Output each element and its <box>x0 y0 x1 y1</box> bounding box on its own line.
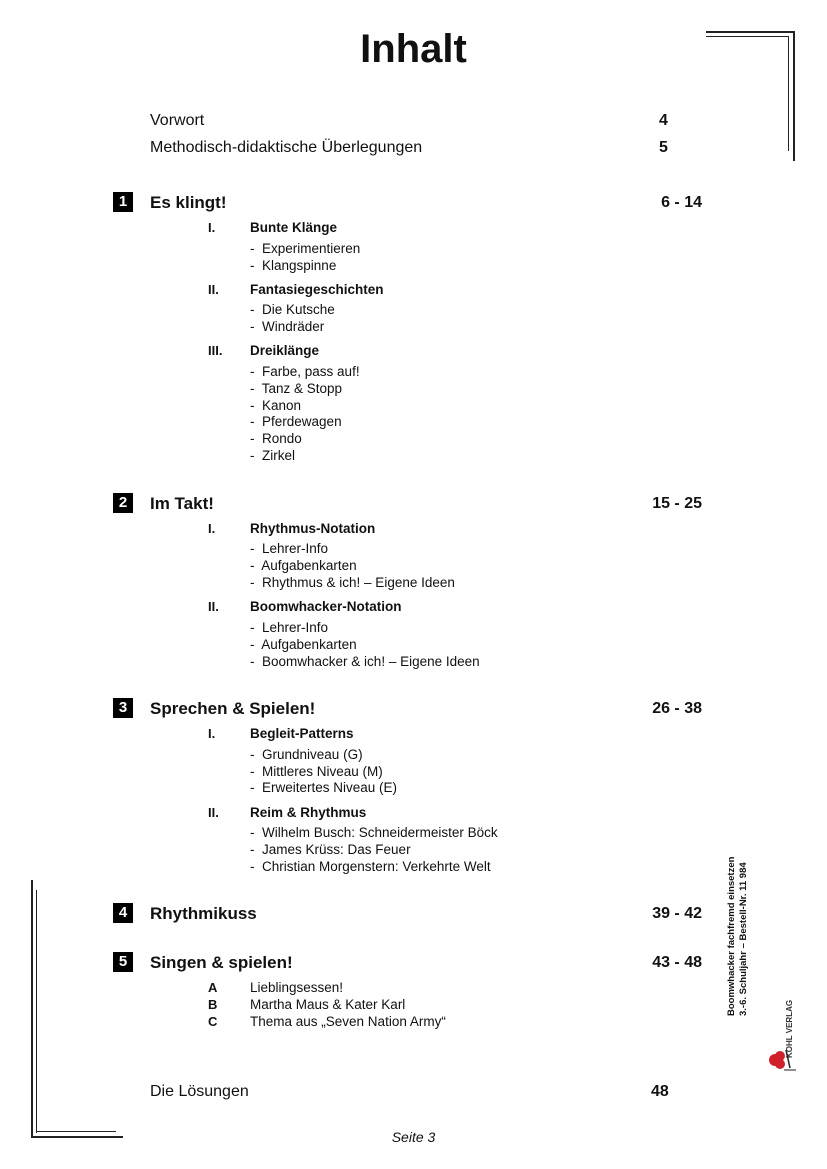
list-item: - Klangspinne <box>250 258 337 273</box>
frame-line <box>31 1136 123 1138</box>
section-roman: II. <box>208 805 219 820</box>
section-title[interactable]: Rhythmus-Notation <box>250 521 376 536</box>
list-item: - Experimentieren <box>250 241 361 256</box>
list-item: - Lehrer-Info <box>250 620 329 635</box>
frame-line <box>31 880 33 1138</box>
section-roman: II. <box>208 599 219 614</box>
list-item: - Rondo <box>250 431 302 446</box>
list-item: - Lehrer-Info <box>250 541 329 556</box>
frame-line <box>788 36 789 151</box>
frame-line <box>36 890 37 1133</box>
list-item: - Christian Morgenstern: Verkehrte Welt <box>250 859 491 874</box>
section-roman: I. <box>208 220 216 235</box>
chapter-number-5: 5 <box>113 952 133 972</box>
chapter-title-3[interactable]: Sprechen & Spielen! <box>150 699 316 718</box>
list-item[interactable]: Thema aus „Seven Nation Army“ <box>250 1014 446 1029</box>
section-roman: II. <box>208 282 219 297</box>
list-item: - Aufgabenkarten <box>250 558 357 573</box>
section-title[interactable]: Bunte Klänge <box>250 220 338 235</box>
section-roman: I. <box>208 521 216 536</box>
list-item: - Kanon <box>250 398 302 413</box>
frame-line <box>793 31 795 161</box>
toc-entry-loesungen[interactable]: Die Lösungen <box>150 1083 249 1100</box>
chapter-title-4[interactable]: Rhythmikuss <box>150 904 257 923</box>
chapter-pages-2: 15 - 25 <box>652 495 702 512</box>
chapter-title-5[interactable]: Singen & spielen! <box>150 953 293 972</box>
publisher-logo-text: KOHL VERLAG <box>785 999 794 1058</box>
section-roman: III. <box>208 343 223 358</box>
list-item[interactable]: Martha Maus & Kater Karl <box>250 997 406 1012</box>
list-item: - Rhythmus & ich! – Eigene Ideen <box>250 575 455 590</box>
list-item: - Windräder <box>250 319 325 334</box>
chapter-pages-4: 39 - 42 <box>652 905 702 922</box>
toc-entry-vorwort[interactable]: Vorwort <box>150 112 205 129</box>
chapter-number-1: 1 <box>113 192 133 212</box>
list-item: - Wilhelm Busch: Schneidermeister Böck <box>250 825 498 840</box>
chapter-title-2[interactable]: Im Takt! <box>150 494 214 513</box>
list-item: - Aufgabenkarten <box>250 637 357 652</box>
chapter-number-3: 3 <box>113 698 133 718</box>
entry-letter: B <box>208 997 218 1012</box>
frame-line <box>706 36 788 37</box>
toc-page-loesungen: 48 <box>651 1083 669 1100</box>
section-title[interactable]: Boomwhacker-Notation <box>250 599 402 614</box>
toc-entry-methodisch[interactable]: Methodisch-didaktische Überlegungen <box>150 139 423 156</box>
section-title[interactable]: Dreiklänge <box>250 343 320 358</box>
toc-page-methodisch: 5 <box>659 139 668 156</box>
frame-line <box>706 31 794 33</box>
list-item: - Zirkel <box>250 448 296 463</box>
publisher-logo-icon <box>766 1046 800 1072</box>
entry-letter: A <box>208 980 218 995</box>
list-item[interactable]: Lieblingsessen! <box>250 980 344 995</box>
chapter-number-4: 4 <box>113 903 133 923</box>
page-title: Inhalt <box>360 27 467 71</box>
list-item: - Tanz & Stopp <box>250 381 343 396</box>
section-roman: I. <box>208 726 216 741</box>
section-title[interactable]: Begleit-Patterns <box>250 726 354 741</box>
list-item: - Die Kutsche <box>250 302 335 317</box>
section-title[interactable]: Fantasiegeschichten <box>250 282 384 297</box>
frame-line <box>36 1131 116 1132</box>
chapter-title-1[interactable]: Es klingt! <box>150 193 227 212</box>
chapter-number-2: 2 <box>113 493 133 513</box>
section-title[interactable]: Reim & Rhythmus <box>250 805 367 820</box>
chapter-pages-3: 26 - 38 <box>652 700 702 717</box>
list-item: - Erweitertes Niveau (E) <box>250 780 398 795</box>
page-number-footer: Seite 3 <box>391 1129 436 1145</box>
entry-letter: C <box>208 1014 218 1029</box>
chapter-pages-5: 43 - 48 <box>652 954 702 971</box>
toc-page-vorwort: 4 <box>659 112 668 129</box>
list-item: - Pferdewagen <box>250 414 342 429</box>
list-item: - Mittleres Niveau (M) <box>250 764 383 779</box>
list-item: - James Krüss: Das Feuer <box>250 842 411 857</box>
list-item: - Boomwhacker & ich! – Eigene Ideen <box>250 654 480 669</box>
publisher-sidebar-text: Boomwhacker fachfremd einsetzen 3.-6. Schuljahr – Bestell-Nr. 11 984 <box>726 856 749 1016</box>
list-item: - Farbe, pass auf! <box>250 364 360 379</box>
chapter-pages-1: 6 - 14 <box>661 194 702 211</box>
list-item: - Grundniveau (G) <box>250 747 363 762</box>
